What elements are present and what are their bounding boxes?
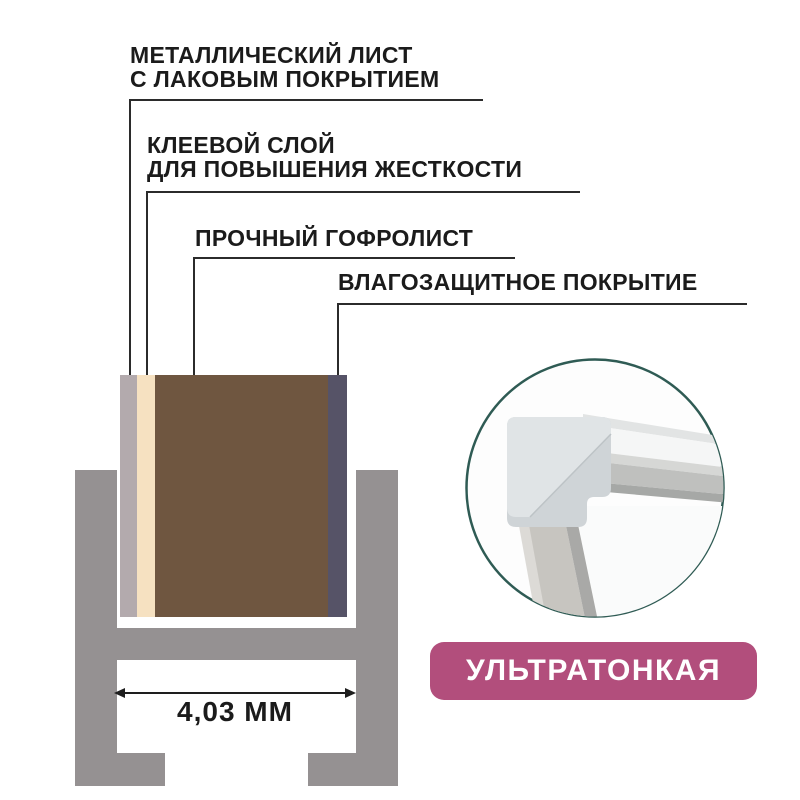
layer-metal-sheet	[120, 375, 137, 617]
annotation-line: ДЛЯ ПОВЫШЕНИЯ ЖЕСТКОСТИ	[147, 155, 523, 182]
badge-label: УЛЬТРАТОНКАЯ	[465, 654, 722, 687]
annotation-line: С ЛАКОВЫМ ПОКРЫТИЕМ	[130, 65, 440, 92]
leader-underline-moisture	[337, 303, 747, 305]
leader-vertical-metal	[129, 99, 131, 376]
dimension-arrow-line	[124, 692, 346, 694]
ultrathin-badge	[430, 642, 757, 700]
annotation-corrugated-sheet	[195, 227, 473, 251]
profile-left-wall	[75, 470, 117, 786]
annotation-line: ВЛАГОЗАЩИТНОЕ ПОКРЫТИЕ	[338, 269, 698, 295]
profile-left-foot	[117, 753, 165, 786]
annotation-metal-sheet	[130, 44, 439, 91]
whiteboard-corner-inset	[463, 356, 727, 620]
leader-underline-corrugated	[193, 257, 515, 259]
layer-corrugated	[155, 375, 328, 617]
leader-underline-metal	[129, 99, 483, 101]
whiteboard-photo	[507, 414, 727, 620]
profile-crossbar	[117, 628, 356, 660]
leader-underline-adhesive	[146, 191, 580, 193]
profile-right-wall	[356, 470, 398, 786]
leader-vertical-adhesive	[146, 191, 148, 376]
annotation-moisture-coating	[338, 271, 698, 295]
layer-adhesive	[137, 375, 155, 617]
annotation-line: МЕТАЛЛИЧЕСКИЙ ЛИСТ	[130, 42, 413, 68]
layer-moisture	[328, 375, 347, 617]
annotation-line: КЛЕЕВОЙ СЛОЙ	[147, 132, 335, 158]
profile-right-foot	[308, 753, 356, 786]
leader-vertical-moisture	[337, 303, 339, 376]
leader-vertical-corrugated	[193, 257, 195, 376]
dimension-value: 4,03 ММ	[177, 696, 293, 727]
annotation-line: ПРОЧНЫЙ ГОФРОЛИСТ	[195, 225, 474, 251]
annotation-adhesive-layer	[147, 134, 522, 181]
